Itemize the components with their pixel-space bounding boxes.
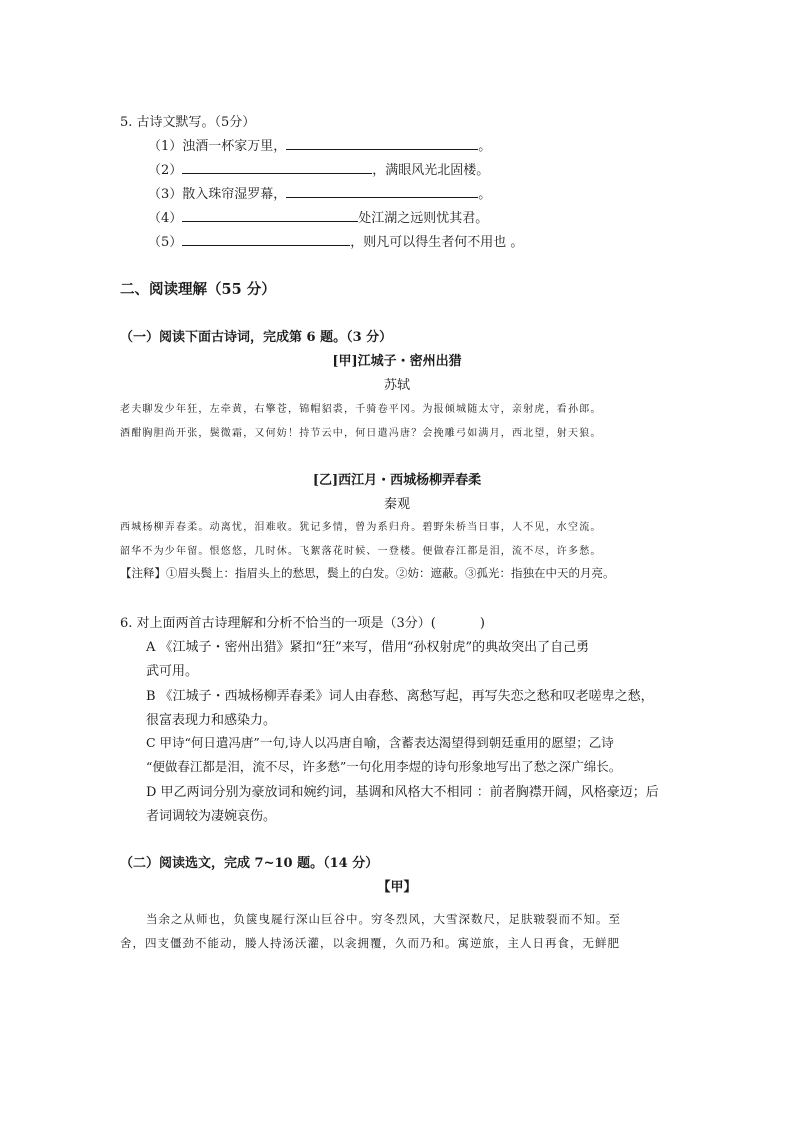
q6-option-b-line-2: 很富表现力和感染力。 xyxy=(146,713,277,728)
passage-line-1: 当余之从师也，负箧曳屣行深山巨谷中。穷冬烈风，大雪深数尺，足肤皲裂而不知。至 xyxy=(146,912,621,926)
q6-option-d-line-2: 者词调较为凄婉哀伤。 xyxy=(146,809,277,824)
item-text: 浊酒一杯家万里， xyxy=(182,139,287,154)
poem-b-line-1: 西城杨柳弄春柔。动离忧，泪难收。犹记多情，曾为系归舟。碧野朱桥当日事，人不见，水空流。 xyxy=(120,522,602,533)
item-text: 。 xyxy=(478,187,492,202)
q6-stem-close: ) xyxy=(479,616,485,631)
item-number: （4） xyxy=(148,211,183,226)
q6-option-c-line-1[interactable]: C 甲诗“何日遣冯唐”一句,诗人以冯唐自喻，含蓄表达渴望得到朝廷重用的愿望；乙诗 xyxy=(146,735,614,750)
poem-b-author: 秦观 xyxy=(383,497,410,512)
passage-label: 【甲】 xyxy=(377,880,417,895)
answer-blank[interactable] xyxy=(182,209,358,222)
poem-a-author: 苏轼 xyxy=(383,378,410,393)
item-number: （2） xyxy=(148,163,183,178)
item-text: ，满眼风光北固楼。 xyxy=(372,163,490,178)
q5-item-3 xyxy=(148,183,491,202)
item-text: 处江湖之远则忧其君。 xyxy=(358,211,489,226)
poem-b-title: [乙]西江月・西城杨柳弄春柔 xyxy=(312,473,482,488)
q5-header: 5. 古诗文默写。（5分） xyxy=(120,115,256,130)
section-title: 二、阅读理解（55 分） xyxy=(120,281,276,298)
part1-title: （一）阅读下面古诗词，完成第 6 题。（3 分） xyxy=(120,330,393,345)
poem-a-title: [甲]江城子・密州出猎 xyxy=(332,354,462,369)
poem-a-line-2: 酒酣胸胆尚开张，鬓微霜，又何妨！持节云中，何日遣冯唐？会挽雕弓如满月，西北望，射天狼。 xyxy=(120,428,602,439)
item-text: ，则凡可以得生者何不用也 。 xyxy=(350,235,524,250)
item-number: （1） xyxy=(148,139,183,154)
answer-blank[interactable] xyxy=(286,137,478,150)
passage-line-2: 舍，四支僵劲不能动，媵人持汤沃灌，以衾拥覆，久而乃和。寓逆旅，主人日再食，无鲜肥 xyxy=(120,936,620,950)
q5-item-2 xyxy=(148,159,489,178)
answer-blank[interactable] xyxy=(182,161,372,174)
answer-blank[interactable] xyxy=(286,185,478,198)
poem-a-line-1: 老夫聊发少年狂，左牵黄，右擎苍，锦帽貂裘，千骑卷平冈。为报倾城随太守，亲射虎，看孙郎。 xyxy=(120,404,602,415)
q6-option-a-line-2: 武可用。 xyxy=(146,664,199,679)
part2-title: （二）阅读选文，完成 7~10 题。（14 分） xyxy=(120,856,379,871)
item-number: （3） xyxy=(148,187,183,202)
annotation-note: 【注释】①眉头鬓上：指眉头上的愁思，鬓上的白发。②妨：遮蔽。③孤光：指独在中天的月亮。 xyxy=(120,566,615,580)
q6-option-a-line-1[interactable]: A 《江城子・密州出猎》紧扣“狂”来写，借用“孙权射虎”的典故突出了自己勇 xyxy=(146,640,590,655)
poem-b-line-2: 韶华不为少年留。恨悠悠，几时休。飞絮落花时候、一登楼。便做春江都是泪，流不尽，许多愁。 xyxy=(120,546,602,557)
q6-option-c-line-2: “便做春江都是泪，流不尽，许多愁”一句化用李煜的诗句形象地写出了愁之深广绵长。 xyxy=(146,759,622,774)
q5-item-1 xyxy=(148,135,491,154)
q6-stem xyxy=(120,612,485,631)
q6-option-d-line-1[interactable]: D 甲乙两词分别为豪放词和婉约词，基调和风格大不相同 ：前者胸襟开阔，风格豪迈；后 xyxy=(146,785,659,800)
answer-blank[interactable] xyxy=(182,233,350,246)
q5-item-4 xyxy=(148,207,488,226)
item-text: 散入珠帘湿罗幕， xyxy=(182,187,287,202)
q6-stem-text: 6. 对上面两首古诗理解和分析不恰当的一项是（3分）( xyxy=(120,616,436,631)
q5-item-5 xyxy=(148,231,523,250)
item-text: 。 xyxy=(478,139,492,154)
item-number: （5） xyxy=(148,235,183,250)
q6-option-b-line-1[interactable]: B 《江城子・西城杨柳弄春柔》词人由春愁、离愁写起，再写失恋之愁和叹老嗟卑之愁， xyxy=(146,689,654,704)
